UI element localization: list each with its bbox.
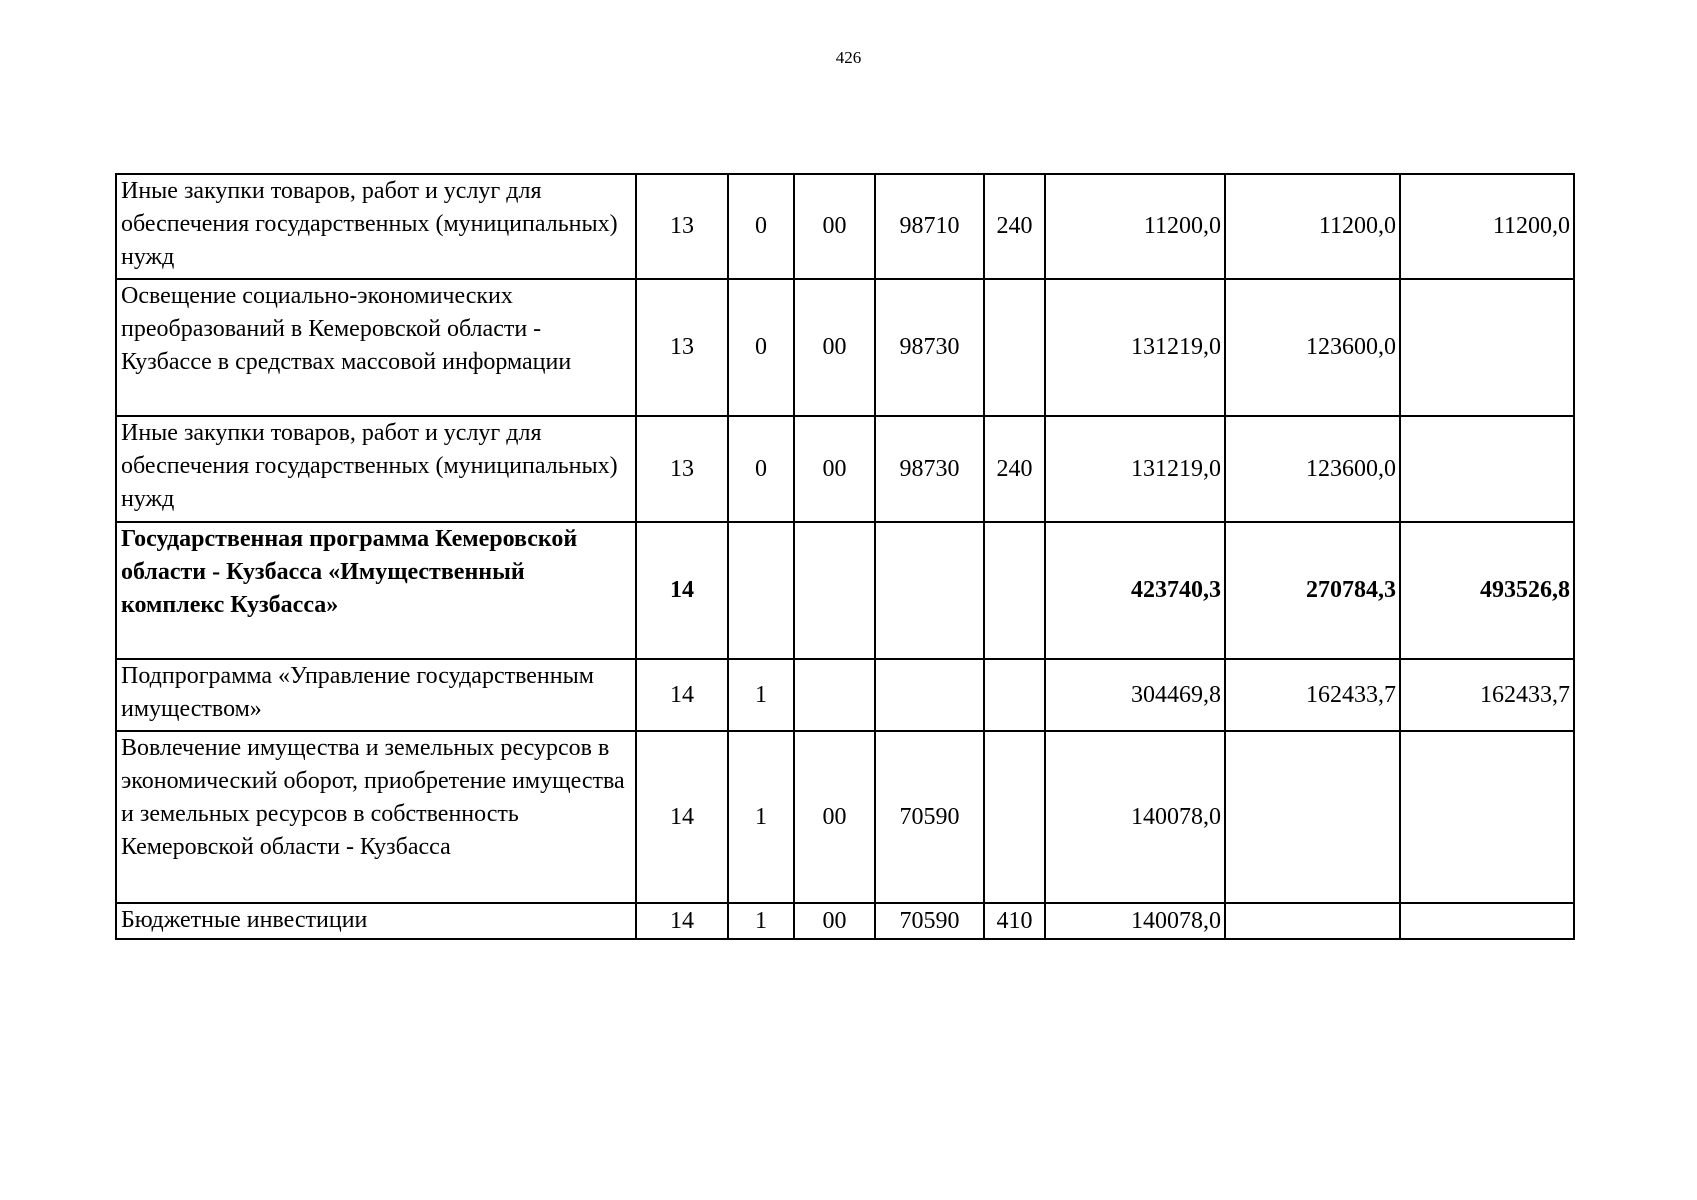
table-row bbox=[116, 731, 1574, 903]
code-expense-type bbox=[984, 279, 1045, 416]
page-number: 426 bbox=[835, 48, 862, 67]
amount-year-1: 11200,0 bbox=[1045, 174, 1225, 279]
row-name: Освещение социально-экономических преобразований в Кемеровской области - Кузбассе в средствах массовой информации bbox=[116, 279, 636, 416]
code-expense-type bbox=[984, 522, 1045, 659]
table-row bbox=[116, 659, 1574, 731]
code-section: 13 bbox=[636, 174, 728, 279]
code-expense-type: 240 bbox=[984, 416, 1045, 522]
amount-year-1: 131219,0 bbox=[1045, 416, 1225, 522]
code-item: 98730 bbox=[875, 416, 984, 522]
code-direction: 00 bbox=[794, 903, 875, 939]
table-row bbox=[116, 279, 1574, 416]
table-row bbox=[116, 174, 1574, 279]
code-expense-type bbox=[984, 659, 1045, 731]
amount-year-2 bbox=[1225, 903, 1400, 939]
code-subprogram: 0 bbox=[728, 279, 794, 416]
code-subprogram: 1 bbox=[728, 731, 794, 903]
row-name: Иные закупки товаров, работ и услуг для обеспечения государственных (муниципальных) нужд bbox=[116, 174, 636, 279]
amount-year-3 bbox=[1400, 903, 1574, 939]
amount-year-1: 423740,3 bbox=[1045, 522, 1225, 659]
code-item: 70590 bbox=[875, 903, 984, 939]
code-expense-type: 410 bbox=[984, 903, 1045, 939]
code-item: 98710 bbox=[875, 174, 984, 279]
code-direction: 00 bbox=[794, 416, 875, 522]
table-row bbox=[116, 522, 1574, 659]
code-expense-type bbox=[984, 731, 1045, 903]
amount-year-3 bbox=[1400, 279, 1574, 416]
code-item: 98730 bbox=[875, 279, 984, 416]
table-row bbox=[116, 416, 1574, 522]
row-name: Подпрограмма «Управление государственным имуществом» bbox=[116, 659, 636, 731]
code-subprogram: 1 bbox=[728, 903, 794, 939]
amount-year-2 bbox=[1225, 731, 1400, 903]
amount-year-1: 304469,8 bbox=[1045, 659, 1225, 731]
code-section: 13 bbox=[636, 416, 728, 522]
code-direction bbox=[794, 659, 875, 731]
amount-year-1: 140078,0 bbox=[1045, 903, 1225, 939]
amount-year-2: 123600,0 bbox=[1225, 279, 1400, 416]
code-direction bbox=[794, 522, 875, 659]
code-item bbox=[875, 522, 984, 659]
amount-year-3: 493526,8 bbox=[1400, 522, 1574, 659]
code-section: 13 bbox=[636, 279, 728, 416]
code-expense-type: 240 bbox=[984, 174, 1045, 279]
amount-year-3: 11200,0 bbox=[1400, 174, 1574, 279]
row-name: Государственная программа Кемеровской области - Кузбасса «Имущественный комплекс Кузбасса» bbox=[116, 522, 636, 659]
code-item: 70590 bbox=[875, 731, 984, 903]
code-section: 14 bbox=[636, 522, 728, 659]
row-name: Иные закупки товаров, работ и услуг для обеспечения государственных (муниципальных) нужд bbox=[116, 416, 636, 522]
amount-year-3 bbox=[1400, 731, 1574, 903]
code-subprogram: 0 bbox=[728, 174, 794, 279]
code-subprogram: 0 bbox=[728, 416, 794, 522]
amount-year-2: 162433,7 bbox=[1225, 659, 1400, 731]
code-direction: 00 bbox=[794, 174, 875, 279]
table-row bbox=[116, 903, 1574, 939]
amount-year-3: 162433,7 bbox=[1400, 659, 1574, 731]
amount-year-1: 131219,0 bbox=[1045, 279, 1225, 416]
amount-year-2: 11200,0 bbox=[1225, 174, 1400, 279]
amount-year-2: 270784,3 bbox=[1225, 522, 1400, 659]
amount-year-3 bbox=[1400, 416, 1574, 522]
code-item bbox=[875, 659, 984, 731]
code-section: 14 bbox=[636, 731, 728, 903]
row-name: Вовлечение имущества и земельных ресурсов в экономический оборот, приобретение имущества и земельных ресурсов в собственность Кемеровской области - Кузбасса bbox=[116, 731, 636, 903]
code-subprogram: 1 bbox=[728, 659, 794, 731]
code-subprogram bbox=[728, 522, 794, 659]
amount-year-2: 123600,0 bbox=[1225, 416, 1400, 522]
row-name: Бюджетные инвестиции bbox=[116, 903, 636, 939]
budget-table bbox=[115, 173, 1575, 940]
code-direction: 00 bbox=[794, 279, 875, 416]
table-body bbox=[116, 174, 1574, 939]
code-direction: 00 bbox=[794, 731, 875, 903]
code-section: 14 bbox=[636, 659, 728, 731]
code-section: 14 bbox=[636, 903, 728, 939]
amount-year-1: 140078,0 bbox=[1045, 731, 1225, 903]
